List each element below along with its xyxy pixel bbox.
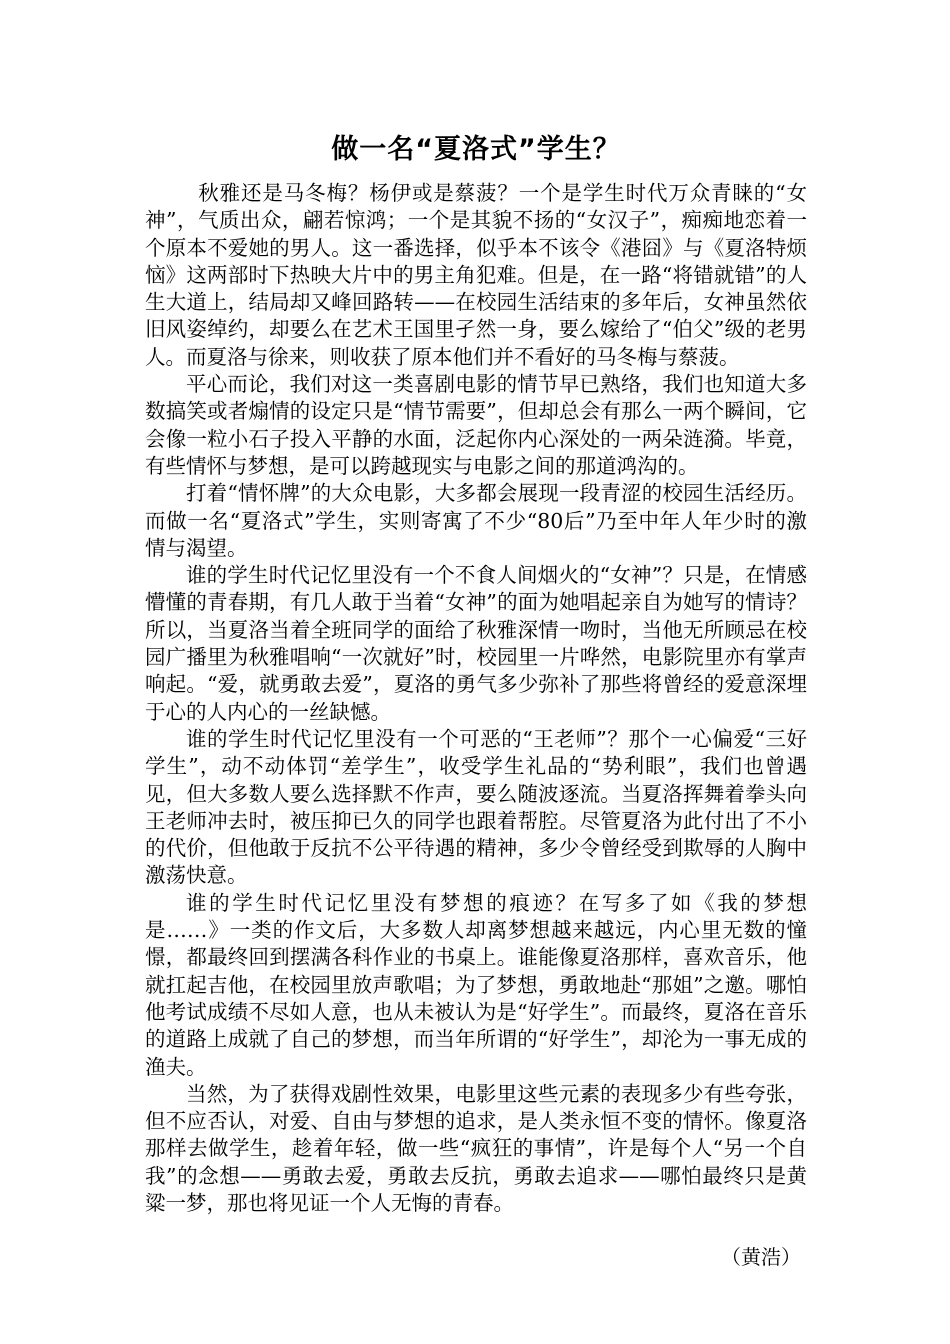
paragraph-5: 谁的学生时代记忆里没有一个可恶的“王老师”？那个一心偏爱“三好学生”，动不动体罚“差学生”，收受学生礼品的“势利眼”，我们也曾遇见，但大多数人要么选择默不作声，要么随波逐流。当夏洛挥舞着拳头向王老师冲去时，被压抑已久的同学也跟着帮腔。尽管夏洛为此付出了不小的代价，但他敢于反抗不公平待遇的精神，多少令曾经受到欺辱的人胸中激荡快意。: [145, 726, 807, 888]
article: [145, 128, 807, 1271]
paragraph-4: 谁的学生时代记忆里没有一个不食人间烟火的“女神”？只是，在情感懵懂的青春期，有几人敢于当着“女神”的面为她唱起亲自为她写的情诗？所以，当夏洛当着全班同学的面给了秋雅深情一吻时，当他无所顾忌在校园广播里为秋雅唱响“一次就好”时，校园里一片哗然，电影院里亦有掌声响起。“爱，就勇敢去爱”，夏洛的勇气多少弥补了那些将曾经的爱意深埋于心的人内心的一丝缺憾。: [145, 563, 807, 724]
paragraph-6: 谁的学生时代记忆里没有梦想的痕迹？在写多了如《我的梦想是……》一类的作文后，大多数人却离梦想越来越远，内心里无数的憧憬，都最终回到摆满各科作业的书桌上。谁能像夏洛那样，喜欢音乐，他就扛起吉他，在校园里放声歌唱；为了梦想，勇敢地赴“那姐”之邀。哪怕他考试成绩不尽如人意，也从未被认为是“好学生”。而最终，夏洛在音乐的道路上成就了自己的梦想，而当年所谓的“好学生”，却沦为一事无成的渔夫。: [145, 890, 807, 1079]
article-title: 做一名“夏洛式”学生？: [331, 134, 621, 165]
paragraph-7: 当然，为了获得戏剧性效果，电影里这些元素的表现多少有些夸张，但不应否认，对爱、自由与梦想的追求，是人类永恒不变的情怀。像夏洛那样去做学生，趁着年轻，做一些“疯狂的事情”，许是每个人“另一个自我”的念想——勇敢去爱，勇敢去反抗，勇敢去追求——哪怕最终只是黄粱一梦，那也将见证一个人无悔的青春。: [145, 1081, 807, 1215]
paragraph-1: 秋雅还是马冬梅？杨伊或是蔡菠？一个是学生时代万众青睐的“女神”，气质出众，翩若惊鸿；一个是其貌不扬的“女汉子”，痴痴地恋着一个原本不爱她的男人。这一番选择，似乎本不该令《港囧》与《夏洛特烦恼》这两部时下热映大片中的男主角犯难。但是，在一路“将错就错”的人生大道上，结局却又峰回路转——在校园生活结束的多年后，女神虽然依旧风姿绰约，却要么在艺术王国里孑然一身，要么嫁给了“伯父”级的老男人。而夏洛与徐来，则收获了原本他们并不看好的马冬梅与蔡菠。: [145, 181, 807, 369]
paragraph-2: 平心而论，我们对这一类喜剧电影的情节早已熟络，我们也知道大多数搞笑或者煽情的设定只是“情节需要”，但却总会有那么一两个瞬间，它会像一粒小石子投入平静的水面，泛起你内心深处的一两朵涟漪。毕竟，有些情怀与梦想，是可以跨越现实与电影之间的那道鸿沟的。: [145, 372, 807, 478]
author-signature: （黄浩）: [721, 1245, 801, 1270]
paragraph-3: 打着“情怀牌”的大众电影，大多都会展现一段青涩的校园生活经历。而做一名“夏洛式”学生，实则寄寓了不少“80后”乃至中年人年少时的激情与渴望。: [145, 481, 807, 560]
